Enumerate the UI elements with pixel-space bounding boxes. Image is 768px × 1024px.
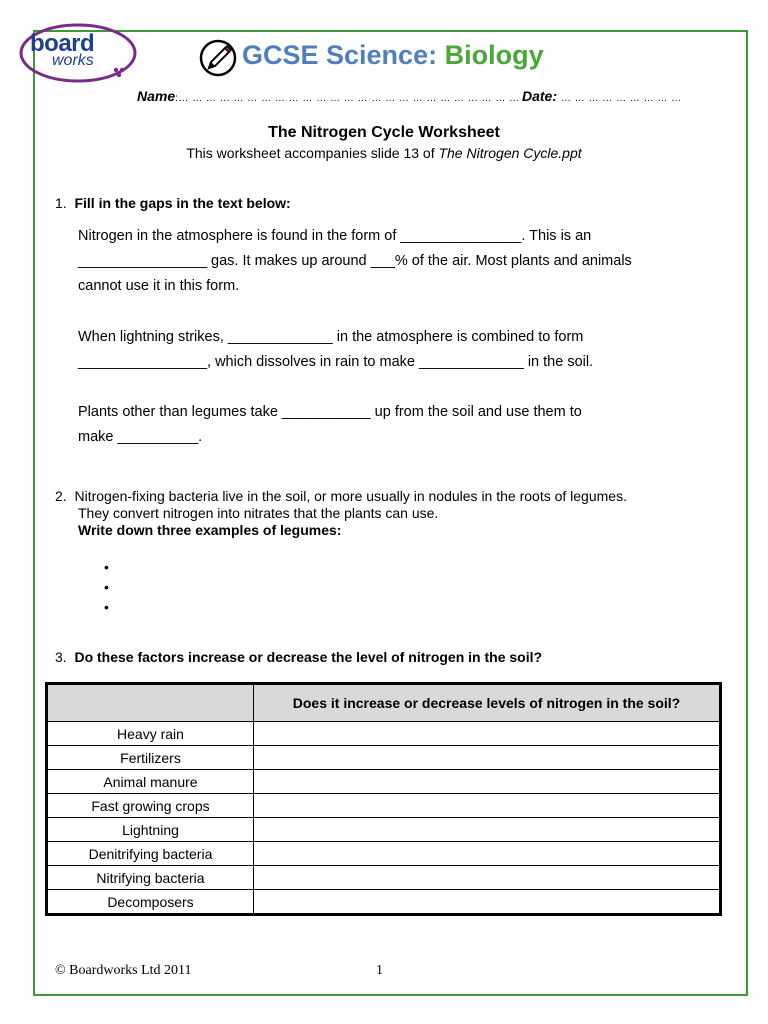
factor-cell: Fertilizers bbox=[47, 746, 254, 770]
q1-p1-line: cannot use it in this form. bbox=[78, 278, 240, 294]
logo-works-text: works bbox=[52, 52, 94, 69]
q1-p1-line: ________________ gas. It makes up around ___% of the air. Most plants and animals bbox=[78, 253, 632, 269]
question-3: 3. Do these factors increase or decrease the level of nitrogen in the soil? bbox=[55, 649, 543, 665]
answer-cell[interactable] bbox=[254, 746, 721, 770]
q1-p3-line: Plants other than legumes take ___________ up from the soil and use them to bbox=[78, 404, 582, 420]
table-row bbox=[47, 866, 721, 890]
factor-cell: Animal manure bbox=[47, 770, 254, 794]
table-row bbox=[47, 770, 721, 794]
pencil-icon bbox=[198, 38, 238, 78]
table-header-row bbox=[47, 684, 721, 722]
answer-cell[interactable] bbox=[254, 842, 721, 866]
footer-page-number: 1 bbox=[376, 963, 383, 978]
q1-paragraph-1 bbox=[78, 224, 718, 299]
q3-prompt: Do these factors increase or decrease the level of nitrogen in the soil? bbox=[74, 649, 543, 665]
table-column-header: Does it increase or decrease levels of nitrogen in the soil? bbox=[254, 684, 721, 722]
q3-number: 3 bbox=[55, 649, 63, 665]
answer-cell[interactable] bbox=[254, 890, 721, 915]
table-row bbox=[47, 794, 721, 818]
table-header-blank bbox=[47, 684, 254, 722]
header-title bbox=[242, 40, 544, 71]
answer-cell[interactable] bbox=[254, 866, 721, 890]
q1-p3-line: make __________. bbox=[78, 429, 203, 445]
bullet-item[interactable]: • bbox=[104, 599, 109, 615]
answer-cell[interactable] bbox=[254, 818, 721, 842]
factor-cell: Nitrifying bacteria bbox=[47, 866, 254, 890]
question-1: 1. Fill in the gaps in the text below: bbox=[55, 195, 291, 211]
name-dots: :… … … … … … … … … … … … … … … … … … … … … … … … … . bbox=[175, 93, 527, 104]
factor-cell: Lightning bbox=[47, 818, 254, 842]
q2-number: 2 bbox=[55, 488, 63, 504]
table-row bbox=[47, 818, 721, 842]
page-subtitle bbox=[0, 145, 768, 161]
answer-cell[interactable] bbox=[254, 722, 721, 746]
table-row bbox=[47, 842, 721, 866]
factors-table bbox=[45, 682, 722, 916]
answer-cell[interactable] bbox=[254, 770, 721, 794]
subject-label: Biology bbox=[444, 40, 544, 70]
legume-bullet-list[interactable] bbox=[104, 557, 109, 617]
factor-cell: Heavy rain bbox=[47, 722, 254, 746]
q2-line-1: Nitrogen-fixing bacteria live in the soil, or more usually in nodules in the roots of legumes. bbox=[74, 488, 627, 504]
q2-line-2: They convert nitrogen into nitrates that the plants can use. bbox=[78, 505, 439, 521]
bullet-item[interactable]: • bbox=[104, 579, 109, 595]
date-dots: … … … … … … … … … bbox=[560, 93, 682, 104]
factor-cell: Denitrifying bacteria bbox=[47, 842, 254, 866]
page-title: The Nitrogen Cycle Worksheet bbox=[268, 124, 500, 141]
q1-p1-line: Nitrogen in the atmosphere is found in the form of _______________. This is an bbox=[78, 228, 592, 244]
date-line[interactable] bbox=[522, 88, 682, 104]
factor-cell: Decomposers bbox=[47, 890, 254, 915]
q1-p2-line: ________________, which dissolves in rain to make _____________ in the soil. bbox=[78, 354, 594, 370]
gcse-label: GCSE Science: bbox=[242, 40, 438, 70]
q1-prompt: Fill in the gaps in the text below: bbox=[74, 195, 291, 211]
name-line[interactable] bbox=[137, 88, 526, 104]
q1-p2-line: When lightning strikes, _____________ in the atmosphere is combined to form bbox=[78, 329, 584, 345]
name-label: Name bbox=[137, 88, 176, 104]
q1-number: 1 bbox=[55, 195, 63, 211]
table-row bbox=[47, 722, 721, 746]
logo-board-text: board bbox=[30, 30, 95, 57]
date-label: Date: bbox=[522, 88, 558, 104]
table-row bbox=[47, 746, 721, 770]
footer-copyright: © Boardworks Ltd 2011 bbox=[55, 963, 192, 978]
factor-cell: Fast growing crops bbox=[47, 794, 254, 818]
subtitle-prefix: This worksheet accompanies slide 13 of bbox=[186, 145, 439, 161]
q1-paragraph-2 bbox=[78, 325, 718, 375]
question-2: 2. Nitrogen-fixing bacteria live in the soil, or more usually in nodules in the roots of legumes. They convert nitrogen into nitrates that the plants can use. Write down three examples of legumes: bbox=[55, 488, 627, 538]
q1-paragraph-3 bbox=[78, 400, 718, 450]
table-row bbox=[47, 890, 721, 915]
answer-cell[interactable] bbox=[254, 794, 721, 818]
subtitle-file: The Nitrogen Cycle.ppt bbox=[438, 145, 582, 161]
q2-prompt: Write down three examples of legumes: bbox=[78, 522, 342, 538]
bullet-item[interactable]: • bbox=[104, 559, 109, 575]
